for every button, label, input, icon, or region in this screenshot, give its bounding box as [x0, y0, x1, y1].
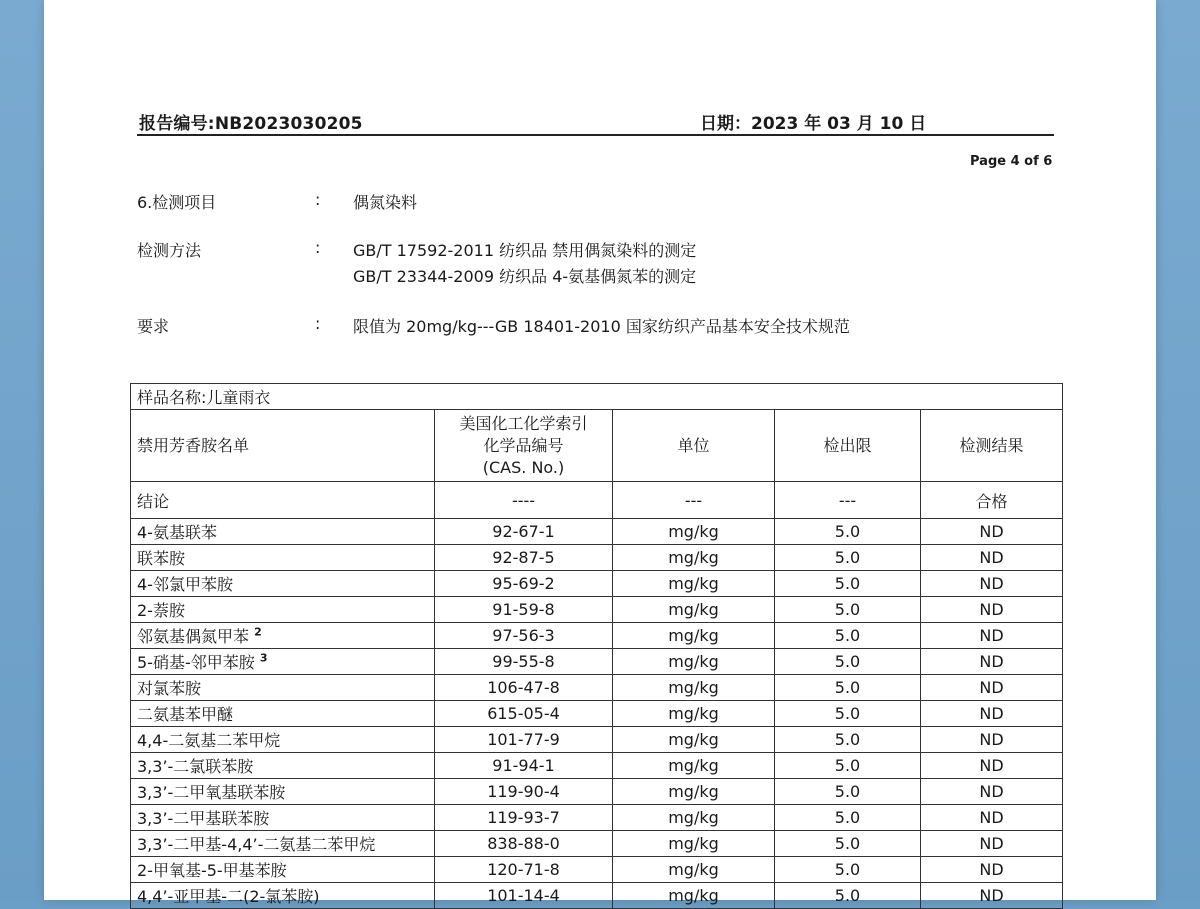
cas-number-text: 99-55-8 — [492, 652, 555, 671]
sample-name-row — [131, 384, 1063, 410]
detection-limit — [775, 623, 921, 649]
amine-name — [131, 805, 435, 831]
test-result-text: ND — [979, 626, 1004, 645]
detection-limit-text: 5.0 — [834, 808, 861, 827]
amine-name-text: 3,3’-二甲基-4,4’-二氨基二苯甲烷 — [137, 835, 376, 854]
detection-limit — [775, 779, 921, 805]
cas-number — [435, 857, 613, 883]
unit — [613, 727, 775, 753]
unit — [613, 779, 775, 805]
detection-limit-text: 5.0 — [834, 600, 861, 619]
unit — [613, 753, 775, 779]
detection-limit — [775, 519, 921, 545]
cas-number — [435, 727, 613, 753]
test-result-text: ND — [979, 548, 1004, 567]
header-limit: 检出限 — [775, 410, 921, 482]
cas-number-text: 101-77-9 — [487, 730, 560, 749]
table-row — [131, 727, 1063, 753]
test-result — [921, 857, 1063, 883]
table-row — [131, 779, 1063, 805]
unit-text: mg/kg — [668, 600, 719, 619]
cas-number — [435, 779, 613, 805]
unit — [613, 545, 775, 571]
detection-limit-text: 5.0 — [834, 782, 861, 801]
unit-text: mg/kg — [668, 730, 719, 749]
report-date — [700, 109, 926, 134]
header-unit: 单位 — [613, 410, 775, 482]
conclusion-label: 结论 — [131, 482, 435, 519]
table-row — [131, 753, 1063, 779]
amine-name-text: 2-甲氧基-5-甲基苯胺 — [137, 861, 287, 880]
amine-name — [131, 753, 435, 779]
amine-name-text: 4-氨基联苯 — [137, 523, 217, 542]
amine-name — [131, 649, 435, 675]
detection-limit — [775, 883, 921, 909]
amine-name-text: 邻氨基偶氮甲苯 — [137, 627, 250, 646]
test-result-text: ND — [979, 756, 1004, 775]
unit-text: mg/kg — [668, 678, 719, 697]
unit-text: mg/kg — [668, 860, 719, 879]
test-result-text: ND — [979, 678, 1004, 697]
header-result: 检测结果 — [921, 410, 1063, 482]
detection-limit-text: 5.0 — [834, 834, 861, 853]
test-result-text: ND — [979, 600, 1004, 619]
test-result — [921, 753, 1063, 779]
test-result — [921, 883, 1063, 909]
test-result-text: ND — [979, 574, 1004, 593]
header-name: 禁用芳香胺名单 — [131, 410, 435, 482]
test-result — [921, 649, 1063, 675]
cas-number — [435, 675, 613, 701]
cas-number-text: 106-47-8 — [487, 678, 560, 697]
report-number — [139, 109, 363, 134]
info-colon: : — [315, 190, 321, 209]
report-date-value: 2023 年 03 月 10 日 — [751, 114, 927, 134]
table-row — [131, 649, 1063, 675]
unit — [613, 623, 775, 649]
unit-text: mg/kg — [668, 834, 719, 853]
header-cas — [435, 410, 613, 482]
unit-text: mg/kg — [668, 704, 719, 723]
amine-name — [131, 519, 435, 545]
cas-number — [435, 753, 613, 779]
unit — [613, 701, 775, 727]
info-value-line: 限值为 20mg/kg---GB 18401-2010 国家纺织产品基本安全技术规范 — [353, 317, 850, 336]
info-value-line: GB/T 23344-2009 纺织品 4-氨基偶氮苯的测定 — [353, 267, 697, 286]
amine-name-text: 4-邻氯甲苯胺 — [137, 575, 233, 594]
amine-name — [131, 831, 435, 857]
amine-name — [131, 545, 435, 571]
test-result-text: ND — [979, 652, 1004, 671]
amine-name-text: 4,4’-亚甲基-二(2-氯苯胺) — [137, 887, 320, 906]
detection-limit — [775, 571, 921, 597]
table-row — [131, 805, 1063, 831]
footnote-marker: 3 — [259, 651, 268, 665]
info-value — [353, 238, 696, 290]
cas-number — [435, 831, 613, 857]
table-row — [131, 883, 1063, 909]
cas-number-text: 101-14-4 — [487, 886, 560, 905]
header-divider — [137, 134, 1054, 136]
detection-limit — [775, 597, 921, 623]
cas-number-text: 91-59-8 — [492, 600, 555, 619]
test-result-text: ND — [979, 834, 1004, 853]
unit — [613, 883, 775, 909]
test-result — [921, 545, 1063, 571]
detection-limit-text: 5.0 — [834, 730, 861, 749]
test-result — [921, 779, 1063, 805]
sample-name: 样品名称:儿童雨衣 — [131, 384, 1063, 410]
conclusion-unit: --- — [613, 482, 775, 519]
header-cas-line: (CAS. No.) — [482, 457, 565, 477]
test-result — [921, 831, 1063, 857]
info-value — [353, 190, 417, 216]
cas-number-text: 91-94-1 — [492, 756, 555, 775]
report-date-label: 日期： — [700, 114, 751, 134]
detection-limit-text: 5.0 — [834, 704, 861, 723]
cas-number-text: 97-56-3 — [492, 626, 555, 645]
detection-limit-text: 5.0 — [834, 756, 861, 775]
unit-text: mg/kg — [668, 782, 719, 801]
header-cas-line: 美国化工化学索引 — [459, 413, 588, 433]
test-result — [921, 623, 1063, 649]
unit-text: mg/kg — [668, 522, 719, 541]
detection-limit — [775, 857, 921, 883]
cas-number — [435, 571, 613, 597]
table-row — [131, 597, 1063, 623]
amine-name — [131, 779, 435, 805]
cas-number-text: 95-69-2 — [492, 574, 555, 593]
unit-text: mg/kg — [668, 652, 719, 671]
table-row — [131, 675, 1063, 701]
test-result-text: ND — [979, 860, 1004, 879]
unit — [613, 519, 775, 545]
info-label: 检测方法 — [137, 241, 202, 260]
test-result-text: ND — [979, 782, 1004, 801]
amine-name-text: 5-硝基-邻甲苯胺 — [137, 653, 255, 672]
report-page — [44, 0, 1156, 906]
cas-number — [435, 805, 613, 831]
info-label: 6.检测项目 — [137, 193, 217, 212]
detection-limit — [775, 727, 921, 753]
conclusion-row — [131, 482, 1063, 519]
unit — [613, 857, 775, 883]
unit-text: mg/kg — [668, 886, 719, 905]
info-value-line: 偶氮染料 — [353, 193, 418, 212]
info-label: 要求 — [137, 317, 170, 336]
amine-name — [131, 727, 435, 753]
info-value — [353, 314, 850, 340]
detection-limit-text: 5.0 — [834, 548, 861, 567]
results-table — [130, 383, 1063, 909]
info-value-line: GB/T 17592-2011 纺织品 禁用偶氮染料的测定 — [353, 241, 697, 260]
table-row — [131, 701, 1063, 727]
test-result — [921, 597, 1063, 623]
test-result — [921, 675, 1063, 701]
unit-text: mg/kg — [668, 626, 719, 645]
cas-number — [435, 649, 613, 675]
detection-limit-text: 5.0 — [834, 522, 861, 541]
amine-name — [131, 597, 435, 623]
test-result-text: ND — [979, 522, 1004, 541]
detection-limit — [775, 805, 921, 831]
cas-number-text: 615-05-4 — [487, 704, 560, 723]
unit — [613, 649, 775, 675]
amine-name-text: 联苯胺 — [137, 549, 186, 568]
footnote-marker: 2 — [254, 625, 262, 639]
cas-number-text: 838-88-0 — [487, 834, 560, 853]
cas-number — [435, 883, 613, 909]
unit — [613, 597, 775, 623]
test-result — [921, 571, 1063, 597]
detection-limit-text: 5.0 — [834, 574, 861, 593]
table-row — [131, 519, 1063, 545]
detection-limit — [775, 545, 921, 571]
detection-limit-text: 5.0 — [834, 886, 861, 905]
table-row — [131, 571, 1063, 597]
table-header-row — [131, 410, 1063, 482]
amine-name-text: 3,3’-二氯联苯胺 — [137, 757, 254, 776]
test-result — [921, 805, 1063, 831]
cas-number-text: 119-93-7 — [487, 808, 560, 827]
amine-name-text: 3,3’-二甲基联苯胺 — [137, 809, 270, 828]
unit-text: mg/kg — [668, 548, 719, 567]
amine-name — [131, 857, 435, 883]
unit — [613, 805, 775, 831]
unit — [613, 675, 775, 701]
unit — [613, 571, 775, 597]
detection-limit — [775, 831, 921, 857]
cas-number — [435, 623, 613, 649]
cas-number-text: 92-87-5 — [492, 548, 555, 567]
report-number-value: NB2023030205 — [214, 114, 363, 134]
amine-name-text: 2-萘胺 — [137, 601, 185, 620]
detection-limit — [775, 701, 921, 727]
conclusion-cas: ---- — [435, 482, 613, 519]
table-row — [131, 623, 1063, 649]
test-result — [921, 701, 1063, 727]
detection-limit — [775, 649, 921, 675]
unit-text: mg/kg — [668, 756, 719, 775]
cas-number-text: 120-71-8 — [487, 860, 560, 879]
detection-limit-text: 5.0 — [834, 652, 861, 671]
page-number: Page 4 of 6 — [970, 154, 1053, 169]
unit-text: mg/kg — [668, 574, 719, 593]
test-result-text: ND — [979, 704, 1004, 723]
amine-name-text: 对氯苯胺 — [137, 679, 202, 698]
conclusion-result: 合格 — [921, 482, 1063, 519]
header-cas-line: 化学品编号 — [483, 435, 564, 455]
detection-limit-text: 5.0 — [834, 626, 861, 645]
amine-name-text: 4,4-二氨基二苯甲烷 — [137, 731, 281, 750]
cas-number-text: 119-90-4 — [487, 782, 560, 801]
cas-number — [435, 597, 613, 623]
amine-name-text: 3,3’-二甲氧基联苯胺 — [137, 783, 286, 802]
amine-name — [131, 701, 435, 727]
amine-name-text: 二氨基苯甲醚 — [137, 705, 234, 724]
test-result-text: ND — [979, 730, 1004, 749]
amine-name — [131, 883, 435, 909]
table-row — [131, 831, 1063, 857]
report-number-label: 报告编号: — [139, 114, 215, 134]
detection-limit — [775, 753, 921, 779]
cas-number-text: 92-67-1 — [492, 522, 555, 541]
cas-number — [435, 545, 613, 571]
table-row — [131, 857, 1063, 883]
unit — [613, 831, 775, 857]
info-colon: : — [315, 238, 321, 257]
conclusion-limit: --- — [775, 482, 921, 519]
info-colon: : — [315, 314, 321, 333]
amine-name — [131, 571, 435, 597]
amine-name — [131, 623, 435, 649]
test-result — [921, 519, 1063, 545]
detection-limit — [775, 675, 921, 701]
unit-text: mg/kg — [668, 808, 719, 827]
cas-number — [435, 701, 613, 727]
test-result-text: ND — [979, 808, 1004, 827]
table-row — [131, 545, 1063, 571]
amine-name — [131, 675, 435, 701]
cas-number — [435, 519, 613, 545]
detection-limit-text: 5.0 — [834, 678, 861, 697]
test-result — [921, 727, 1063, 753]
detection-limit-text: 5.0 — [834, 860, 861, 879]
test-result-text: ND — [979, 886, 1004, 905]
